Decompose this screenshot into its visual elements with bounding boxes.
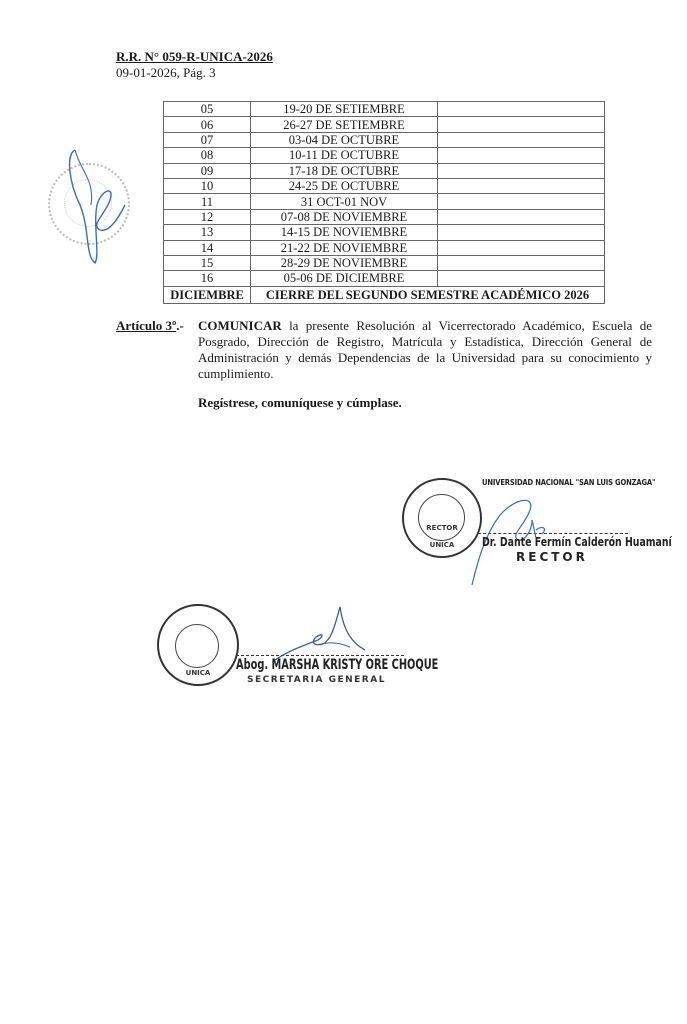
closing-formula: Regístrese, comuníquese y cúmplase. xyxy=(198,395,402,410)
week-cell: 13 xyxy=(164,225,251,240)
table-row xyxy=(164,178,605,193)
article-verb: COMUNICAR xyxy=(198,318,282,333)
rector-institution: UNIVERSIDAD NACIONAL "SAN LUIS GONZAGA" xyxy=(482,478,656,487)
table-row xyxy=(164,194,605,209)
margin-initial-signature-icon xyxy=(55,145,145,265)
notes-cell xyxy=(438,240,605,255)
rector-title: RECTOR xyxy=(516,550,588,564)
week-cell: 11 xyxy=(164,194,251,209)
event-cell: CIERRE DEL SEGUNDO SEMESTRE ACADÉMICO 2026 xyxy=(251,286,605,303)
table-row-final xyxy=(164,286,605,303)
week-cell: 09 xyxy=(164,163,251,178)
dates-cell: 19-20 DE SETIEMBRE xyxy=(251,102,438,117)
dates-cell: 14-15 DE NOVIEMBRE xyxy=(251,225,438,240)
week-cell: 14 xyxy=(164,240,251,255)
week-cell: 06 xyxy=(164,117,251,132)
dates-cell: 28-29 DE NOVIEMBRE xyxy=(251,255,438,270)
dates-cell: 31 OCT-01 NOV xyxy=(251,194,438,209)
week-cell: 10 xyxy=(164,178,251,193)
week-cell: 05 xyxy=(164,102,251,117)
article-label-text: Artículo 3º xyxy=(116,318,177,333)
week-cell: 15 xyxy=(164,255,251,270)
week-cell: 08 xyxy=(164,148,251,163)
notes-cell xyxy=(438,209,605,224)
week-cell: 07 xyxy=(164,132,251,147)
secretary-stamp-bottom: UNICA xyxy=(185,669,211,677)
secretary-title: SECRETARIA GENERAL xyxy=(247,675,386,685)
notes-cell xyxy=(438,148,605,163)
month-cell: DICIEMBRE xyxy=(164,286,251,303)
dates-cell: 17-18 DE OCTUBRE xyxy=(251,163,438,178)
dates-cell: 26-27 DE SETIEMBRE xyxy=(251,117,438,132)
notes-cell xyxy=(438,225,605,240)
dates-cell: 24-25 DE OCTUBRE xyxy=(251,178,438,193)
dates-cell: 21-22 DE NOVIEMBRE xyxy=(251,240,438,255)
dates-cell: 05-06 DE DICIEMBRE xyxy=(251,271,438,286)
table-row xyxy=(164,209,605,224)
date-page: 09-01-2026, Pág. 3 xyxy=(116,65,216,80)
dates-cell: 10-11 DE OCTUBRE xyxy=(251,148,438,163)
table-row xyxy=(164,271,605,286)
article-label xyxy=(116,318,184,334)
dates-cell: 03-04 DE OCTUBRE xyxy=(251,132,438,147)
table-row xyxy=(164,117,605,132)
secretary-stamp xyxy=(157,604,239,686)
secretary-signature-icon xyxy=(270,605,380,665)
table-row xyxy=(164,163,605,178)
secretary-name: Abog. MARSHA KRISTY ORE CHOQUE xyxy=(236,657,439,673)
rector-stamp-center: RECTOR xyxy=(426,524,458,532)
notes-cell xyxy=(438,178,605,193)
table-row xyxy=(164,148,605,163)
article-text: la presente Resolución al Vicerrectorado Académico, Escuela de Posgrado, Dirección de Registro, Matrícula y Estadística, Dirección General de Administración y demás Dependencias de la Universidad para su conocimiento y cumplimiento. xyxy=(198,318,652,381)
table-row xyxy=(164,240,605,255)
rector-stamp-bottom: UNICA xyxy=(429,541,455,549)
notes-cell xyxy=(438,163,605,178)
table-row xyxy=(164,102,605,117)
article-label-suffix: .- xyxy=(176,318,184,333)
notes-cell xyxy=(438,271,605,286)
notes-cell xyxy=(438,194,605,209)
week-cell: 16 xyxy=(164,271,251,286)
table-row xyxy=(164,255,605,270)
week-cell: 12 xyxy=(164,209,251,224)
notes-cell xyxy=(438,102,605,117)
table-row xyxy=(164,225,605,240)
table-row xyxy=(164,132,605,147)
notes-cell xyxy=(438,255,605,270)
academic-calendar-table xyxy=(163,101,605,304)
article-body xyxy=(198,318,652,382)
notes-cell xyxy=(438,132,605,147)
dates-cell: 07-08 DE NOVIEMBRE xyxy=(251,209,438,224)
resolution-reference: R.R. N° 059-R-UNICA-2026 xyxy=(116,49,273,64)
rector-name: Dr. Dante Fermín Calderón Huamaní xyxy=(482,535,672,549)
notes-cell xyxy=(438,117,605,132)
